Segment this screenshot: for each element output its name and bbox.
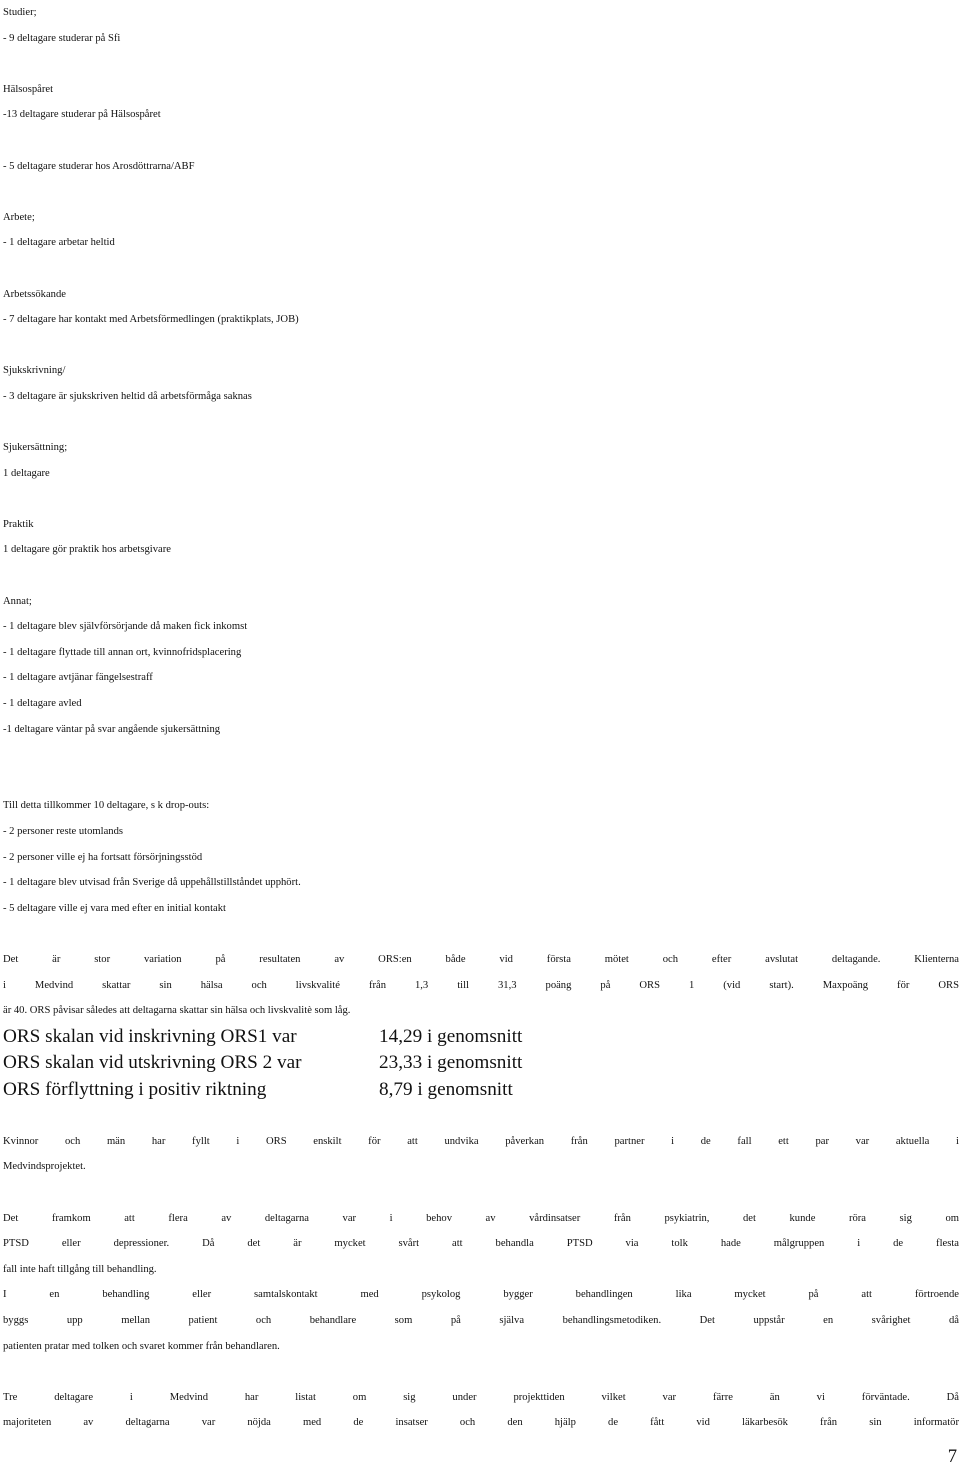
section-sjukskrivning xyxy=(3,358,959,409)
paragraph-line: patienten pratar med tolken och svaret kommer från behandlaren. xyxy=(3,1340,280,1352)
ors-row-value: 8,79 i genomsnitt xyxy=(379,1078,513,1100)
paragraph-line: i Medvind skattar sin hälsa och livskvalité från 1,3 till 31,3 poäng på ORS 1 (vid start). Maxpoäng för ORS xyxy=(3,979,959,991)
paragraph-line: PTSD eller depressioner. Då det är mycket svårt att behandla PTSD via tolk hade målgruppen i de flesta xyxy=(3,1238,959,1250)
list-item: - 9 deltagare studerar på Sfi xyxy=(3,32,121,44)
section-heading: Till detta tillkommer 10 deltagare, s k drop-outs: xyxy=(3,800,210,812)
section-listat xyxy=(3,1385,959,1436)
section-studier xyxy=(3,0,959,51)
paragraph-line: Medvindsprojektet. xyxy=(3,1161,86,1173)
paragraph-line: fall inte haft tillgång till behandling. xyxy=(3,1263,157,1275)
paragraph-line: byggs upp mellan patient och behandlare som på själva behandlingsmetodiken. Det uppstår en svårighet då xyxy=(3,1315,959,1326)
section-kvinnor xyxy=(3,1129,959,1180)
section-heading: Sjukersättning; xyxy=(3,442,68,454)
section-heading: Studier; xyxy=(3,7,37,18)
ors-row-label: ORS förflyttning i positiv riktning xyxy=(3,1078,267,1100)
ors-row-label: ORS skalan vid utskrivning ORS 2 var xyxy=(3,1052,302,1074)
list-item: 1 deltagare gör praktik hos arbetsgivare xyxy=(3,544,171,556)
section-sjukersattning xyxy=(3,435,959,486)
list-item: - 2 personer ville ej ha fortsatt försörjningsstöd xyxy=(3,851,203,863)
section-ors xyxy=(3,947,959,1103)
section-psykiatri xyxy=(3,1206,959,1360)
ors-row-label: ORS skalan vid inskrivning ORS1 var xyxy=(3,1025,297,1047)
paragraph-line: Det framkom att flera av deltagarna var i behov av vårdinsatser från psykiatrin, det kunde röra sig om xyxy=(3,1212,959,1224)
section-heading: Arbete; xyxy=(3,211,35,223)
list-item: - 5 deltagare ville ej vara med efter en initial kontakt xyxy=(3,902,226,914)
list-item: - 1 deltagare avtjänar fängelsestraff xyxy=(3,672,153,684)
list-item: - 2 personer reste utomlands xyxy=(3,826,124,837)
section-heading: Praktik xyxy=(3,518,34,530)
paragraph-line: Tre deltagare i Medvind har listat om sig under projekttiden vilket var färre än vi förväntade. Då xyxy=(3,1391,959,1403)
list-item: - 1 deltagare avled xyxy=(3,698,82,710)
ors-row-value: 23,33 i genomsnitt xyxy=(379,1052,523,1074)
list-item: - 1 deltagare arbetar heltid xyxy=(3,237,115,249)
ors-row-value: 14,29 i genomsnitt xyxy=(379,1025,523,1047)
section-praktik xyxy=(3,512,959,563)
section-heading: Sjukskrivning/ xyxy=(3,365,66,377)
section-arosdottrarna xyxy=(3,154,959,180)
section-arbetssokande xyxy=(3,282,959,333)
paragraph-line: Kvinnor och män har fyllt i ORS enskilt för att undvika påverkan från partner i de fall ett par var aktuella i xyxy=(3,1135,959,1147)
section-heading: Hälsospåret xyxy=(3,83,54,95)
list-item: - 1 deltagare blev utvisad från Sverige då uppehållstillståndet upphört. xyxy=(3,877,301,889)
section-annat xyxy=(3,589,959,743)
list-item: -13 deltagare studerar på Hälsospåret xyxy=(3,109,161,121)
paragraph-line: Det är stor variation på resultaten av ORS:en både vid första mötet och efter avslutat deltagande. Klienterna xyxy=(3,953,959,965)
list-item: - 3 deltagare är sjukskriven heltid då arbetsförmåga saknas xyxy=(3,390,252,402)
paragraph-line: I en behandling eller samtalskontakt med psykolog bygger behandlingen lika mycket på att förtroende xyxy=(3,1289,959,1301)
section-dropouts xyxy=(3,793,959,921)
list-item: - 1 deltagare blev självförsörjande då maken fick inkomst xyxy=(3,621,248,633)
ors-row xyxy=(3,1050,959,1077)
paragraph-line: majoriteten av deltagarna var nöjda med de insatser och den hjälp de fått vid läkarbesök från sin informatör xyxy=(3,1417,959,1429)
list-item: - 1 deltagare flyttade till annan ort, kvinnofridsplacering xyxy=(3,646,242,658)
section-heading: Arbetssökande xyxy=(3,288,66,300)
ors-row xyxy=(3,1077,959,1104)
page-number: 7 xyxy=(947,1446,957,1467)
section-heading: Annat; xyxy=(3,595,32,607)
section-halsosparet xyxy=(3,77,959,128)
list-item: - 5 deltagare studerar hos Arosdöttrarna/ABF xyxy=(3,160,195,172)
document-page xyxy=(3,0,959,1436)
paragraph-line: är 40. ORS påvisar således att deltagarna skattar sin hälsa och livskvalitè som låg. xyxy=(3,1005,351,1017)
section-arbete xyxy=(3,205,959,256)
ors-row xyxy=(3,1024,959,1051)
list-item: 1 deltagare xyxy=(3,467,50,479)
list-item: - 7 deltagare har kontakt med Arbetsförmedlingen (praktikplats, JOB) xyxy=(3,314,299,326)
list-item: -1 deltagare väntar på svar angående sjukersättning xyxy=(3,723,221,735)
